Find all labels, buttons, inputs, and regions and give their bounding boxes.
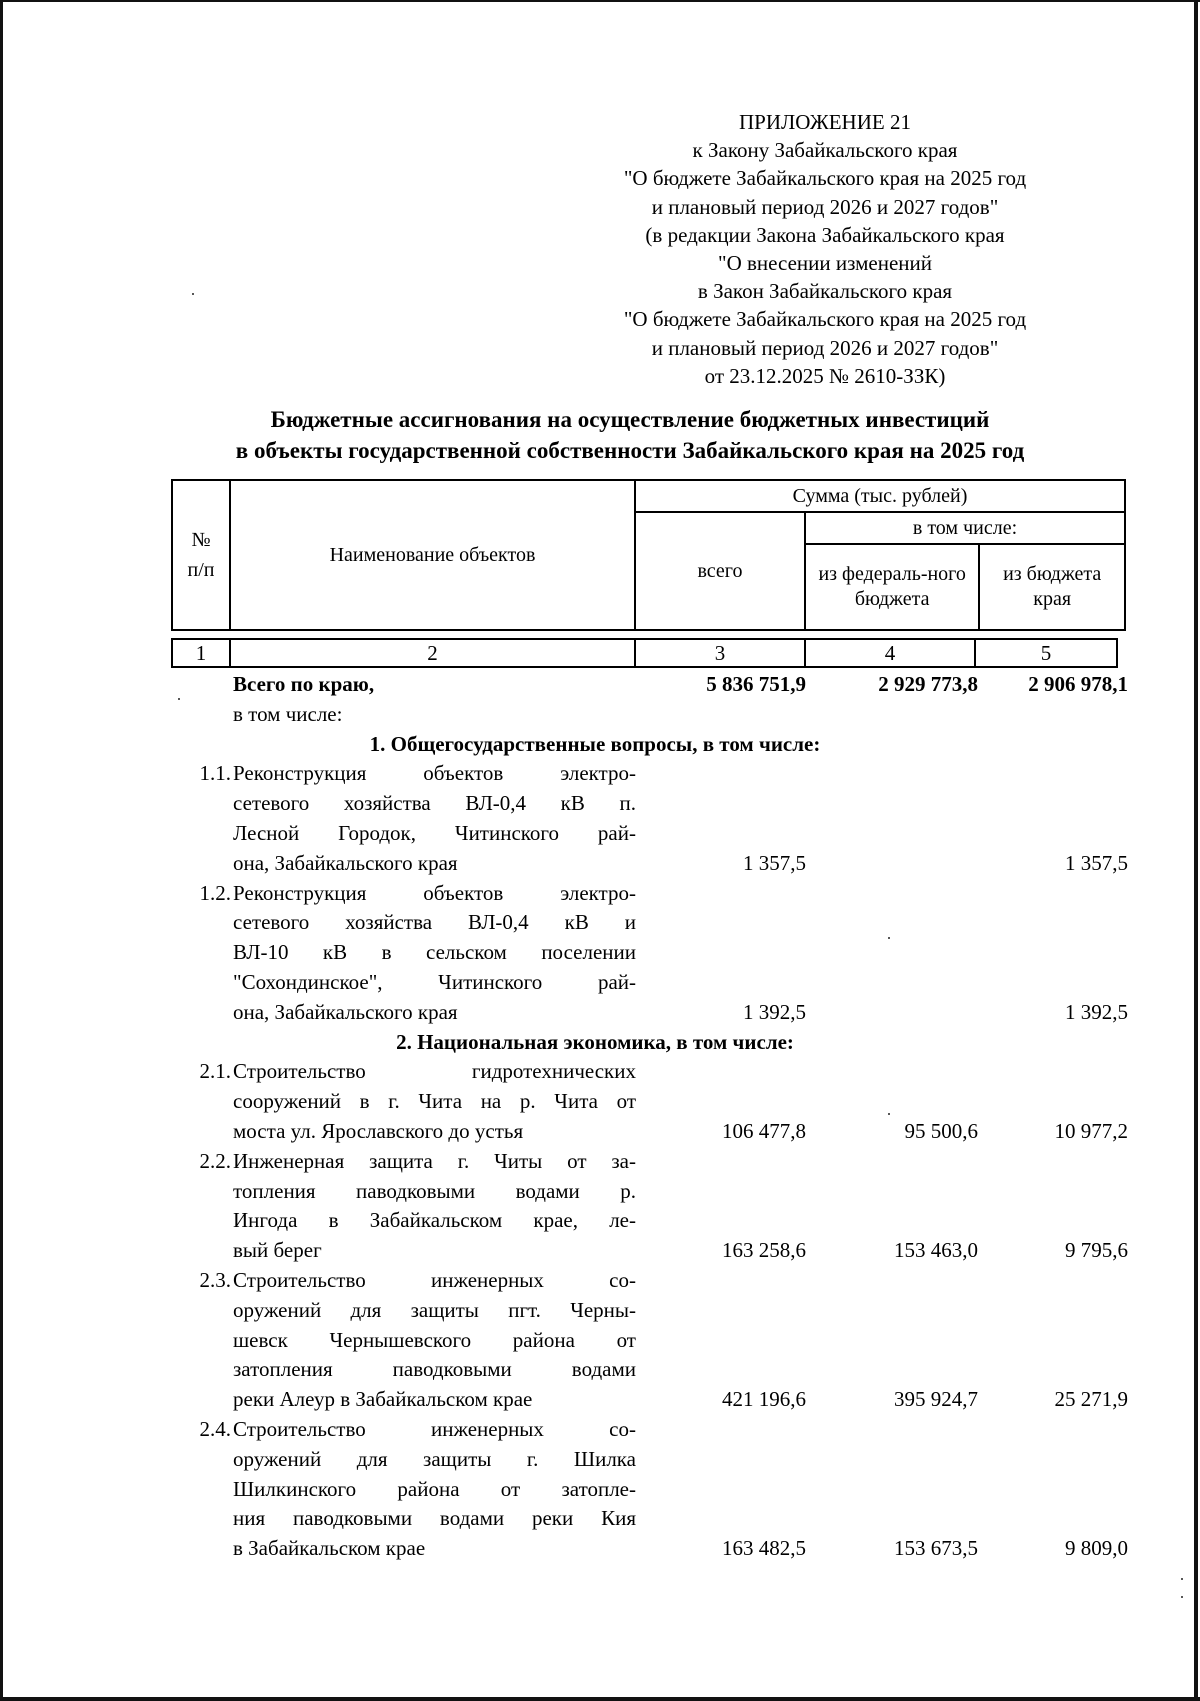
totals-regional: 2 906 978,1 bbox=[1028, 672, 1128, 696]
header-line: "О бюджете Забайкальского края на 2025 год bbox=[623, 166, 1027, 191]
section-heading-row bbox=[0, 730, 1200, 760]
row-regional: 10 977,2 bbox=[1054, 1118, 1128, 1143]
scan-border-bottom bbox=[0, 1697, 1200, 1701]
section-title: 2. Национальная экономика, в том числе: bbox=[396, 1029, 794, 1054]
header-total-cell bbox=[635, 512, 805, 630]
row-num: 1.2. bbox=[199, 880, 231, 905]
header-line: ПРИЛОЖЕНИЕ 21 bbox=[739, 110, 911, 134]
row-name-line: сетевого хозяйства ВЛ-0,4 кВ и bbox=[233, 910, 636, 935]
table-row bbox=[0, 1147, 1200, 1266]
row-name-line: Строительство инженерных со- bbox=[233, 1267, 636, 1292]
row-name-line: ВЛ-10 кВ в сельском поселении bbox=[233, 940, 636, 965]
row-name-line: Шилкинского района от затопле- bbox=[233, 1476, 636, 1501]
header-line: и плановый период 2026 и 2027 годов" bbox=[651, 335, 999, 360]
row-name-line: ния паводковыми водами реки Кия bbox=[233, 1506, 636, 1531]
totals-subrow bbox=[0, 700, 1200, 730]
header-sum: Сумма (тыс. рублей) bbox=[792, 484, 968, 507]
row-num: 2.4. bbox=[199, 1416, 231, 1441]
row-name-line: Ингода в Забайкальском крае, ле- bbox=[233, 1208, 636, 1233]
header-federal: из федераль-ного бюджета bbox=[818, 563, 966, 610]
row-name-line: она, Забайкальского края bbox=[233, 850, 458, 875]
section-title: 1. Общегосударственные вопросы, в том числе: bbox=[369, 731, 821, 756]
header-federal-cell bbox=[805, 544, 979, 630]
header-including-cell bbox=[805, 512, 1125, 544]
totals-total: 5 836 751,9 bbox=[706, 672, 806, 696]
row-name-line: Лесной Городок, Читинского рай- bbox=[233, 820, 636, 845]
column-number: 5 bbox=[975, 639, 1117, 667]
appendix-header bbox=[560, 108, 1090, 390]
row-num: 2.1. bbox=[199, 1059, 231, 1084]
title-line-1: Бюджетные ассигнования на осуществление бюджетных инвестиций bbox=[270, 407, 990, 432]
header-including: в том числе: bbox=[912, 516, 1018, 539]
table-body bbox=[0, 670, 1200, 1564]
header-line: (в редакции Закона Забайкальского края bbox=[645, 222, 1005, 247]
row-name-line: затопления паводковыми водами bbox=[233, 1357, 636, 1382]
scan-speck bbox=[192, 293, 194, 295]
header-regional-cell bbox=[979, 544, 1125, 630]
section-heading-row bbox=[0, 1028, 1200, 1058]
header-num: № п/п bbox=[187, 529, 215, 581]
row-total: 421 196,6 bbox=[722, 1387, 806, 1412]
row-num: 2.2. bbox=[199, 1148, 231, 1173]
row-name bbox=[233, 1057, 636, 1146]
header-regional: из бюджета края bbox=[1003, 563, 1102, 610]
row-name-line: оружений для защиты г. Шилка bbox=[233, 1446, 636, 1471]
row-federal: 395 924,7 bbox=[894, 1387, 978, 1412]
row-regional: 9 809,0 bbox=[1065, 1536, 1128, 1561]
row-name-line: Реконструкция объектов электро- bbox=[233, 761, 636, 786]
totals-sublabel: в том числе: bbox=[233, 701, 343, 726]
row-federal: 95 500,6 bbox=[904, 1118, 978, 1143]
header-sum-cell bbox=[635, 480, 1125, 512]
column-numbers-row bbox=[171, 638, 1118, 668]
row-total: 106 477,8 bbox=[722, 1118, 806, 1143]
row-name bbox=[233, 1415, 636, 1564]
document-title bbox=[130, 404, 1130, 466]
header-name-cell bbox=[230, 480, 635, 630]
row-total: 163 482,5 bbox=[722, 1536, 806, 1561]
table-row bbox=[0, 759, 1200, 878]
scan-speck bbox=[1181, 1596, 1183, 1598]
row-name-line: Строительство инженерных со- bbox=[233, 1416, 636, 1441]
row-name-line: реки Алеур в Забайкальском крае bbox=[233, 1387, 533, 1412]
header-line: "О внесении изменений bbox=[718, 251, 932, 276]
row-name-line: сетевого хозяйства ВЛ-0,4 кВ п. bbox=[233, 791, 636, 816]
row-regional: 1 357,5 bbox=[1065, 850, 1128, 875]
row-federal: 153 463,0 bbox=[894, 1238, 978, 1263]
column-number: 2 bbox=[230, 639, 635, 667]
row-name-line: Инженерная защита г. Читы от за- bbox=[233, 1148, 636, 1173]
row-total: 163 258,6 bbox=[722, 1238, 806, 1263]
totals-row bbox=[0, 670, 1200, 700]
row-total: 1 357,5 bbox=[743, 850, 806, 875]
row-name bbox=[233, 879, 636, 1028]
row-name-line: она, Забайкальского края bbox=[233, 999, 458, 1024]
table-row bbox=[0, 1415, 1200, 1564]
row-name-line: в Забайкальском крае bbox=[233, 1536, 426, 1561]
row-regional: 25 271,9 bbox=[1054, 1387, 1128, 1412]
row-name-line: "Сохондинское", Читинского рай- bbox=[233, 969, 636, 994]
row-name-line: Реконструкция объектов электро- bbox=[233, 880, 636, 905]
scan-speck bbox=[1181, 1578, 1183, 1580]
row-name bbox=[233, 1266, 636, 1415]
row-name-line: Строительство гидротехнических bbox=[233, 1059, 636, 1084]
row-name-line: топления паводковыми водами р. bbox=[233, 1178, 636, 1203]
totals-federal: 2 929 773,8 bbox=[878, 672, 978, 696]
header-line: "О бюджете Забайкальского края на 2025 год bbox=[623, 307, 1027, 332]
row-federal: 153 673,5 bbox=[894, 1536, 978, 1561]
header-line: от 23.12.2025 № 2610-ЗЗК) bbox=[704, 363, 946, 388]
row-name-line: моста ул. Ярославского до устья bbox=[233, 1118, 524, 1143]
row-num: 1.1. bbox=[199, 761, 231, 786]
table-row bbox=[0, 1266, 1200, 1415]
table-row bbox=[0, 879, 1200, 1028]
row-name-line: вый берег bbox=[233, 1238, 322, 1263]
row-name bbox=[233, 1147, 636, 1266]
row-name-line: шевск Чернышевского района от bbox=[233, 1327, 636, 1352]
row-regional: 1 392,5 bbox=[1065, 999, 1128, 1024]
header-total: всего bbox=[697, 559, 743, 582]
header-line: к Закону Забайкальского края bbox=[692, 138, 958, 163]
header-line: в Закон Забайкальского края bbox=[697, 279, 953, 304]
header-name: Наименование объектов bbox=[329, 543, 536, 566]
column-number: 4 bbox=[805, 639, 975, 667]
header-line: и плановый период 2026 и 2027 годов" bbox=[651, 194, 999, 219]
table-header bbox=[171, 479, 1126, 631]
row-name-line: оружений для защиты пгт. Черны- bbox=[233, 1297, 636, 1322]
column-number: 1 bbox=[172, 639, 230, 667]
row-name bbox=[233, 759, 636, 878]
title-line-2: в объекты государственной собственности Забайкальского края на 2025 год bbox=[235, 438, 1025, 463]
totals-label: Всего по краю, bbox=[233, 672, 375, 696]
header-num-cell bbox=[172, 480, 230, 630]
column-number: 3 bbox=[635, 639, 805, 667]
row-regional: 9 795,6 bbox=[1065, 1238, 1128, 1263]
table-row bbox=[0, 1057, 1200, 1146]
row-name-line: сооружений в г. Чита на р. Чита от bbox=[233, 1089, 636, 1114]
scan-border-top bbox=[0, 0, 1200, 2]
row-num: 2.3. bbox=[199, 1267, 231, 1292]
row-total: 1 392,5 bbox=[743, 999, 806, 1024]
